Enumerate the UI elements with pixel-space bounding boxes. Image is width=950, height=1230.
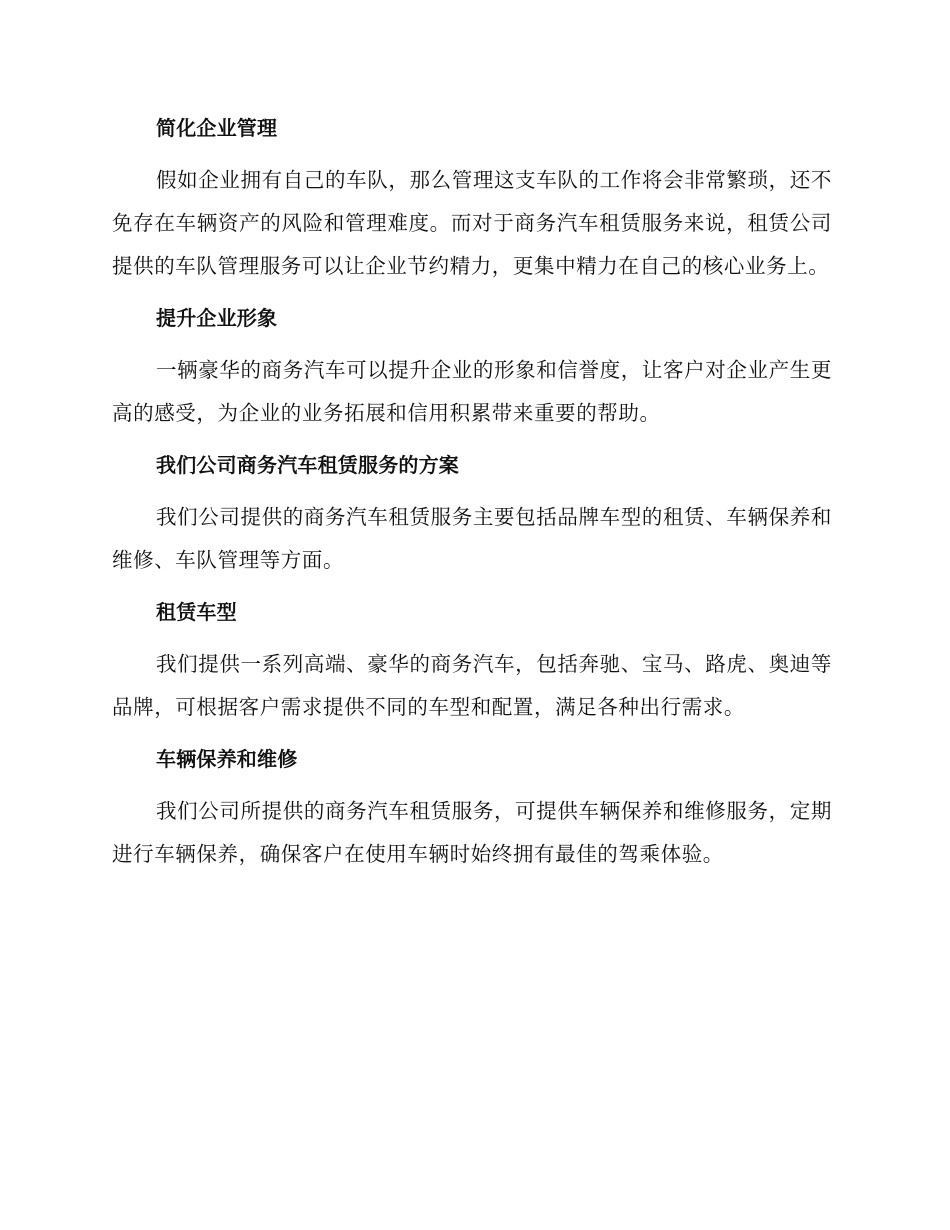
section-heading-enhance-image: 提升企业形象 — [156, 306, 278, 330]
section-paragraph-service-plan: 我们公司提供的商务汽车租赁服务主要包括品牌车型的租赁、车辆保养和维修、车队管理等方面。 — [112, 505, 832, 572]
section-paragraph-maintenance: 我们公司所提供的商务汽车租赁服务，可提供车辆保养和维修服务，定期进行车辆保养，确保客户在使用车辆时始终拥有最佳的驾乘体验。 — [112, 799, 832, 866]
section-heading-simplify-management: 简化企业管理 — [156, 116, 278, 140]
section-paragraph-rental-models: 我们提供一系列高端、豪华的商务汽车，包括奔驰、宝马、路虎、奥迪等品牌，可根据客户需求提供不同的车型和配置，满足各种出行需求。 — [112, 652, 832, 719]
section-paragraph-enhance-image: 一辆豪华的商务汽车可以提升企业的形象和信誉度，让客户对企业产生更高的感受，为企业的业务拓展和信用积累带来重要的帮助。 — [112, 358, 832, 425]
document-body — [112, 107, 832, 885]
section-heading-rental-models: 租赁车型 — [156, 600, 237, 624]
section-heading-service-plan: 我们公司商务汽车租赁服务的方案 — [156, 453, 459, 477]
section-paragraph-simplify-management: 假如企业拥有自己的车队，那么管理这支车队的工作将会非常繁琐，还不免存在车辆资产的风险和管理难度。而对于商务汽车租赁服务来说，租赁公司提供的车队管理服务可以让企业节约精力，更集中精力在自己的核心业务上。 — [112, 168, 832, 278]
section-heading-maintenance: 车辆保养和维修 — [156, 747, 298, 771]
